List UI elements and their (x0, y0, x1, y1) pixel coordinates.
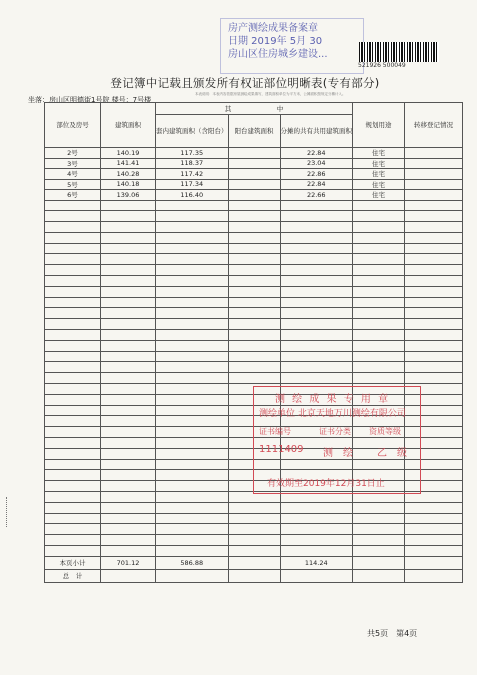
cell-inner (156, 502, 229, 513)
cell-balcony (228, 546, 280, 557)
cell-area (101, 200, 156, 211)
cell-inner (156, 222, 229, 233)
header-usage: 规划用途 (353, 103, 405, 148)
cell-shared (280, 513, 353, 524)
cell-transfer (405, 158, 463, 169)
cell-room (45, 481, 101, 492)
table-row (45, 190, 463, 201)
cell-area (101, 319, 156, 330)
cell-inner (156, 330, 229, 341)
cell-balcony (228, 362, 280, 373)
cell-usage (353, 524, 405, 535)
cell-room (45, 222, 101, 233)
cell-usage (353, 286, 405, 297)
cell-balcony (228, 502, 280, 513)
cell-room: 4号 (45, 169, 101, 180)
cell-usage: 住宅 (353, 190, 405, 201)
cell-transfer (405, 569, 463, 582)
filing-stamp-line-2: 日期 2019年 5月 30 (228, 36, 323, 47)
cell-transfer (405, 200, 463, 211)
cell-usage (353, 546, 405, 557)
header-part-room: 部位及房号 (45, 103, 101, 148)
table-row (45, 169, 463, 180)
cell-shared: 22.86 (280, 169, 353, 180)
cell-shared (280, 362, 353, 373)
cell-inner (156, 427, 229, 438)
cell-balcony (228, 535, 280, 546)
table-row (45, 158, 463, 169)
cell-inner (156, 405, 229, 416)
table-row-empty (45, 222, 463, 233)
table-row-empty (45, 243, 463, 254)
cell-usage (353, 232, 405, 243)
cell-usage (353, 265, 405, 276)
cell-transfer (405, 524, 463, 535)
cell-inner (156, 362, 229, 373)
cell-room (45, 448, 101, 459)
cell-inner (156, 297, 229, 308)
cell-area: 140.19 (101, 148, 156, 159)
cell-area (101, 405, 156, 416)
cell-usage (353, 330, 405, 341)
cell-inner (156, 243, 229, 254)
cell-usage (353, 319, 405, 330)
cell-transfer (405, 297, 463, 308)
cell-shared (280, 524, 353, 535)
cell-inner (156, 373, 229, 384)
cell-inner (156, 200, 229, 211)
cell-room (45, 513, 101, 524)
cell-transfer (405, 254, 463, 265)
page-count: 共5页 第4页 (367, 629, 418, 638)
table-row-empty (45, 232, 463, 243)
cell-usage (353, 362, 405, 373)
cell-room (45, 502, 101, 513)
cell-transfer (405, 148, 463, 159)
cell-room (45, 416, 101, 427)
table-row-empty (45, 211, 463, 222)
cell-inner (156, 286, 229, 297)
cell-area (101, 492, 156, 503)
cell-room: 总 计 (45, 569, 101, 582)
cell-transfer (405, 535, 463, 546)
cell-inner (156, 546, 229, 557)
cell-room (45, 243, 101, 254)
cell-area: 141.41 (101, 158, 156, 169)
table-row (45, 148, 463, 159)
cell-usage (353, 569, 405, 582)
cell-inner (156, 211, 229, 222)
cell-balcony (228, 243, 280, 254)
cell-room (45, 373, 101, 384)
table-row-empty (45, 286, 463, 297)
cell-area (101, 416, 156, 427)
cell-area (101, 384, 156, 395)
cell-balcony (228, 297, 280, 308)
cell-usage (353, 513, 405, 524)
cell-shared (280, 265, 353, 276)
cell-area (101, 351, 156, 362)
cell-inner: 117.34 (156, 179, 229, 190)
cell-shared: 22.84 (280, 148, 353, 159)
cell-room: 2号 (45, 148, 101, 159)
seal-cert-no: 1111409 (259, 444, 304, 455)
cell-balcony (228, 351, 280, 362)
cell-balcony (228, 265, 280, 276)
cell-balcony (228, 513, 280, 524)
cell-balcony (228, 200, 280, 211)
table-row-empty (45, 265, 463, 276)
cell-area (101, 254, 156, 265)
cell-area (101, 481, 156, 492)
cell-balcony (228, 340, 280, 351)
cell-transfer (405, 319, 463, 330)
cell-inner (156, 448, 229, 459)
fine-print-note: 本表说明：本表内容依据房屋测绘成果填写，建筑面积单位为平方米，公摊面积按规定分摊计入。 (195, 92, 346, 96)
cell-inner (156, 308, 229, 319)
table-row-empty (45, 319, 463, 330)
cell-inner (156, 481, 229, 492)
cell-usage (353, 351, 405, 362)
cell-shared (280, 222, 353, 233)
cell-transfer (405, 265, 463, 276)
cell-transfer (405, 546, 463, 557)
cell-room (45, 319, 101, 330)
cell-inner (156, 340, 229, 351)
cell-room (45, 524, 101, 535)
cell-room (45, 211, 101, 222)
barcode (359, 42, 439, 62)
cell-room (45, 394, 101, 405)
cell-usage: 住宅 (353, 179, 405, 190)
header-group: 其 中 (156, 103, 353, 115)
seal-label-cert-no: 证书编号 (259, 427, 291, 436)
cell-area (101, 222, 156, 233)
barcode-number: 521926 500049 (358, 62, 406, 69)
table-row-empty (45, 297, 463, 308)
cell-area (101, 211, 156, 222)
cell-balcony (228, 569, 280, 582)
area-table (44, 102, 463, 583)
cell-balcony (228, 319, 280, 330)
cell-inner (156, 276, 229, 287)
cell-area (101, 394, 156, 405)
cell-shared: 23.04 (280, 158, 353, 169)
cell-usage (353, 200, 405, 211)
seal-grade: 乙 级 (377, 448, 407, 459)
cell-shared (280, 502, 353, 513)
cell-room (45, 308, 101, 319)
cell-area (101, 308, 156, 319)
cell-shared (280, 276, 353, 287)
seal-label-grade: 资质等级 (369, 427, 401, 436)
cell-balcony (228, 169, 280, 180)
cell-area (101, 276, 156, 287)
table-row-empty (45, 502, 463, 513)
cell-inner (156, 351, 229, 362)
cell-shared (280, 319, 353, 330)
cell-room (45, 265, 101, 276)
cell-inner (156, 470, 229, 481)
cell-transfer (405, 169, 463, 180)
cell-room (45, 232, 101, 243)
table-row-empty (45, 373, 463, 384)
cell-shared (280, 200, 353, 211)
cell-transfer (405, 351, 463, 362)
cell-usage (353, 308, 405, 319)
cell-transfer (405, 243, 463, 254)
binding-edge-marks (6, 497, 9, 527)
table-row-empty (45, 535, 463, 546)
cell-inner (156, 394, 229, 405)
seal-label-cert-type: 证书分类 (319, 427, 351, 436)
cell-room (45, 297, 101, 308)
cell-inner (156, 254, 229, 265)
cell-transfer (405, 340, 463, 351)
cell-inner (156, 319, 229, 330)
cell-room (45, 546, 101, 557)
table-row-empty (45, 351, 463, 362)
seal-title: 测 绘 成 果 专 用 章 (275, 394, 391, 405)
cell-inner (156, 265, 229, 276)
cell-inner (156, 232, 229, 243)
cell-balcony (228, 556, 280, 569)
cell-area (101, 286, 156, 297)
cell-area (101, 438, 156, 449)
cell-balcony (228, 232, 280, 243)
cell-balcony (228, 308, 280, 319)
cell-usage (353, 373, 405, 384)
seal-company: 测绘单位 北京天地万川测绘有限公司 (259, 409, 406, 419)
cell-area (101, 373, 156, 384)
cell-room (45, 438, 101, 449)
cell-room (45, 351, 101, 362)
cell-shared (280, 569, 353, 582)
table-row-empty (45, 200, 463, 211)
cell-balcony (228, 524, 280, 535)
cell-balcony (228, 254, 280, 265)
table-row-empty (45, 513, 463, 524)
cell-area: 140.28 (101, 169, 156, 180)
cell-transfer (405, 513, 463, 524)
cell-area: 701.12 (101, 556, 156, 569)
cell-usage (353, 556, 405, 569)
cell-usage: 住宅 (353, 158, 405, 169)
cell-area (101, 535, 156, 546)
cell-room (45, 492, 101, 503)
cell-area (101, 427, 156, 438)
cell-inner (156, 524, 229, 535)
cell-shared (280, 308, 353, 319)
header-balcony-area: 阳台建筑面积 (228, 115, 280, 148)
cell-shared (280, 297, 353, 308)
cell-area (101, 340, 156, 351)
cell-room (45, 362, 101, 373)
cell-area (101, 513, 156, 524)
cell-inner (156, 569, 229, 582)
cell-room: 6号 (45, 190, 101, 201)
cell-shared (280, 232, 353, 243)
cell-balcony (228, 330, 280, 341)
cell-transfer (405, 286, 463, 297)
cell-room (45, 535, 101, 546)
cell-usage (353, 340, 405, 351)
address-line: 坐落：房山区明德街1号院 楼号：7号楼 (28, 96, 152, 104)
cell-shared: 22.84 (280, 179, 353, 190)
cell-area (101, 502, 156, 513)
cell-room (45, 254, 101, 265)
cell-balcony (228, 179, 280, 190)
cell-area (101, 448, 156, 459)
cell-room (45, 330, 101, 341)
total-row (45, 569, 463, 582)
cell-inner: 586.88 (156, 556, 229, 569)
page-title: 登记簿中记载且颁发所有权证部位明晰表(专有部分) (110, 76, 380, 90)
cell-area (101, 232, 156, 243)
cell-usage (353, 243, 405, 254)
table-row-empty (45, 254, 463, 265)
cell-transfer (405, 373, 463, 384)
table-row-empty (45, 308, 463, 319)
cell-balcony (228, 148, 280, 159)
header-inner-area: 套内建筑面积（含阳台） (156, 115, 229, 148)
cell-balcony (228, 190, 280, 201)
cell-shared (280, 535, 353, 546)
cell-inner (156, 416, 229, 427)
cell-room (45, 459, 101, 470)
cell-room (45, 340, 101, 351)
cell-shared (280, 546, 353, 557)
cell-area (101, 569, 156, 582)
subtotal-row (45, 556, 463, 569)
cell-area: 139.06 (101, 190, 156, 201)
cell-area: 140.18 (101, 179, 156, 190)
cell-shared: 22.66 (280, 190, 353, 201)
cell-area (101, 265, 156, 276)
cell-room: 5号 (45, 179, 101, 190)
cell-room (45, 405, 101, 416)
cell-room (45, 427, 101, 438)
filing-stamp-line-3: 房山区住房城乡建设... (228, 49, 328, 60)
header-building-area: 建筑面积 (101, 103, 156, 148)
filing-stamp (228, 22, 358, 72)
cell-room (45, 286, 101, 297)
cell-area (101, 243, 156, 254)
cell-area (101, 470, 156, 481)
table-row-empty (45, 330, 463, 341)
cell-area (101, 546, 156, 557)
cell-area (101, 459, 156, 470)
table-row-empty (45, 340, 463, 351)
cell-usage (353, 276, 405, 287)
table-header-row-1 (45, 103, 463, 115)
cell-transfer (405, 556, 463, 569)
cell-usage (353, 222, 405, 233)
cell-shared (280, 254, 353, 265)
table-row-empty (45, 546, 463, 557)
cell-transfer (405, 190, 463, 201)
cell-shared: 114.24 (280, 556, 353, 569)
cell-shared (280, 286, 353, 297)
cell-shared (280, 243, 353, 254)
cell-inner: 118.37 (156, 158, 229, 169)
cell-inner (156, 535, 229, 546)
cell-transfer (405, 179, 463, 190)
cell-usage (353, 254, 405, 265)
cell-inner: 117.42 (156, 169, 229, 180)
cell-balcony (228, 286, 280, 297)
cell-balcony (228, 276, 280, 287)
cell-balcony (228, 222, 280, 233)
seal-validity: 有效期至2019年12月31日止 (267, 479, 385, 489)
cell-room: 本页小计 (45, 556, 101, 569)
cell-area (101, 524, 156, 535)
cell-transfer (405, 502, 463, 513)
cell-inner (156, 438, 229, 449)
cell-area (101, 330, 156, 341)
cell-usage (353, 502, 405, 513)
cell-shared (280, 330, 353, 341)
cell-transfer (405, 232, 463, 243)
cell-usage (353, 535, 405, 546)
cell-transfer (405, 362, 463, 373)
surveying-seal (253, 386, 421, 496)
cell-room (45, 470, 101, 481)
cell-transfer (405, 276, 463, 287)
table-row-empty (45, 276, 463, 287)
cell-usage (353, 297, 405, 308)
cell-inner (156, 492, 229, 503)
table-row-empty (45, 362, 463, 373)
seal-cert-type: 测 绘 (323, 448, 353, 459)
cell-room: 3号 (45, 158, 101, 169)
cell-shared (280, 211, 353, 222)
cell-transfer (405, 211, 463, 222)
cell-room (45, 276, 101, 287)
cell-usage: 住宅 (353, 148, 405, 159)
cell-transfer (405, 308, 463, 319)
cell-usage (353, 211, 405, 222)
cell-transfer (405, 330, 463, 341)
cell-inner: 116.40 (156, 190, 229, 201)
table-row-empty (45, 524, 463, 535)
cell-area (101, 297, 156, 308)
header-shared-area: 分摊的共有共用建筑面积 (280, 115, 353, 148)
table-row (45, 179, 463, 190)
cell-room (45, 384, 101, 395)
cell-room (45, 200, 101, 211)
filing-stamp-line-1: 房产测绘成果备案章 (228, 23, 318, 34)
filing-stamp-frame (220, 18, 364, 74)
cell-balcony (228, 373, 280, 384)
cell-area (101, 362, 156, 373)
cell-shared (280, 351, 353, 362)
header-transfer: 转移登记情况 (405, 103, 463, 148)
cell-inner (156, 384, 229, 395)
cell-inner (156, 513, 229, 524)
cell-inner: 117.35 (156, 148, 229, 159)
cell-shared (280, 340, 353, 351)
cell-balcony (228, 158, 280, 169)
cell-shared (280, 373, 353, 384)
cell-inner (156, 459, 229, 470)
cell-balcony (228, 211, 280, 222)
cell-transfer (405, 222, 463, 233)
cell-usage: 住宅 (353, 169, 405, 180)
